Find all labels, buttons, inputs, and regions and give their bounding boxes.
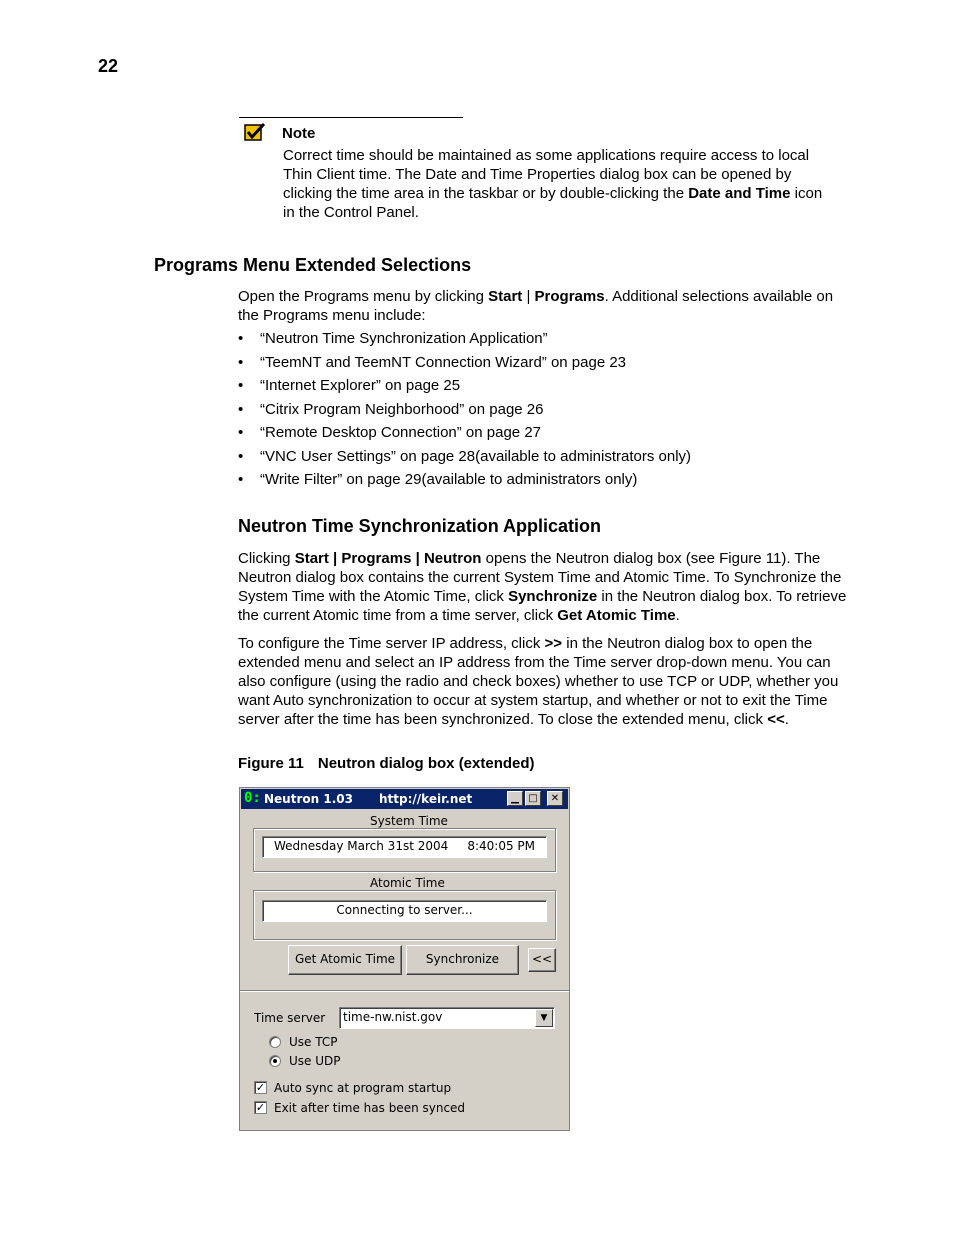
use-udp-radio[interactable] (269, 1055, 281, 1067)
time-server-select[interactable] (339, 1007, 555, 1029)
use-udp-label[interactable]: Use UDP (289, 1054, 341, 1068)
system-time-label: System Time (370, 814, 448, 828)
exit-after-label[interactable]: Exit after time has been synced (274, 1101, 466, 1115)
figure-caption (238, 755, 535, 772)
list-item[interactable]: • “Write Filter” on page 29(available to administrators only) (238, 470, 858, 494)
neutron-logo-icon: 0: (244, 790, 261, 806)
checkmark-icon: ✓ (255, 1101, 266, 1114)
paragraph-neutron-intro: Clicking Start | Programs | Neutron opens the Neutron dialog box (see Figure 11). The Neutron dialog box contains the current System Time and Atomic Time. To Synchronize the System Time with the Atomic Time, click Synchronize in the Neutron dialog box. To retrieve the current Atomic time from a time server, click Get Atomic Time. (238, 550, 847, 624)
synchronize-button[interactable]: Synchronize (406, 945, 519, 975)
atomic-time-field: Connecting to server... (262, 900, 547, 922)
minimize-button[interactable] (507, 791, 523, 806)
collapse-button[interactable]: << (528, 948, 556, 972)
checkmark-icon: ✓ (255, 1081, 266, 1094)
minimize-icon: ▁ (511, 793, 519, 804)
paragraph-configure: To configure the Time server IP address, click >> in the Neutron dialog box to open the extended menu and select an IP address from the Time server drop-down menu. You can also configure (using the radio and check boxes) whether to use TCP or UDP, whether you want Auto synchronization to occur at system startup, and whether or not to exit the Time server after the time has been synchronized. To close the extended menu, click <<. (238, 635, 839, 728)
window-title: Neutron 1.03 (264, 792, 353, 806)
section-heading: Programs Menu Extended Selections (154, 255, 472, 275)
programs-list (238, 329, 858, 494)
close-icon: ✕ (550, 793, 560, 804)
dropdown-arrow-icon[interactable]: ▼ (535, 1009, 553, 1027)
note-checkmark-icon (244, 122, 266, 142)
list-item[interactable]: • “Neutron Time Synchronization Application” (238, 329, 858, 353)
use-tcp-label[interactable]: Use TCP (289, 1035, 338, 1049)
page-number: 22 (98, 56, 119, 76)
list-item[interactable]: • “Remote Desktop Connection” on page 27 (238, 423, 858, 447)
subheading: Neutron Time Synchronization Application (238, 516, 602, 536)
maximize-button[interactable] (525, 791, 541, 806)
list-item[interactable]: • “VNC User Settings” on page 28(available to administrators only) (238, 447, 858, 471)
time-server-value: time-nw.nist.gov (343, 1010, 443, 1024)
note-title: Note (282, 125, 316, 142)
list-item[interactable]: • “Internet Explorer” on page 25 (238, 376, 858, 400)
note-body: Correct time should be maintained as some applications require access to local Thin Client time. The Date and Time Properties dialog box can be opened by clicking the time area in the taskbar or by double-clicking the Date and Time icon in the Control Panel. (283, 147, 823, 221)
intro-paragraph: Open the Programs menu by clicking Start | Programs. Additional selections available on the Programs menu include: (238, 288, 834, 324)
figure-number: Figure 11 (238, 755, 304, 772)
separator (240, 990, 569, 992)
list-item[interactable]: • “Citrix Program Neighborhood” on page 26 (238, 400, 858, 424)
time-server-label: Time server (254, 1011, 326, 1025)
use-tcp-radio[interactable] (269, 1036, 281, 1048)
list-item[interactable]: • “TeemNT and TeemNT Connection Wizard” on page 23 (238, 353, 858, 377)
auto-sync-checkbox[interactable] (254, 1081, 267, 1094)
atomic-time-label: Atomic Time (370, 876, 445, 890)
window-url: http://keir.net (379, 792, 473, 806)
maximize-icon: □ (528, 793, 538, 804)
exit-after-checkbox[interactable] (254, 1101, 267, 1114)
note-rule (239, 117, 463, 118)
title-bar[interactable] (241, 789, 568, 809)
system-time-field: Wednesday March 31st 2004 8:40:05 PM (262, 836, 547, 858)
figure-title: Neutron dialog box (extended) (317, 755, 535, 772)
close-button[interactable] (547, 791, 563, 806)
auto-sync-label[interactable]: Auto sync at program startup (274, 1081, 452, 1095)
neutron-dialog (239, 787, 570, 1131)
get-atomic-time-button[interactable]: Get Atomic Time (288, 945, 402, 975)
